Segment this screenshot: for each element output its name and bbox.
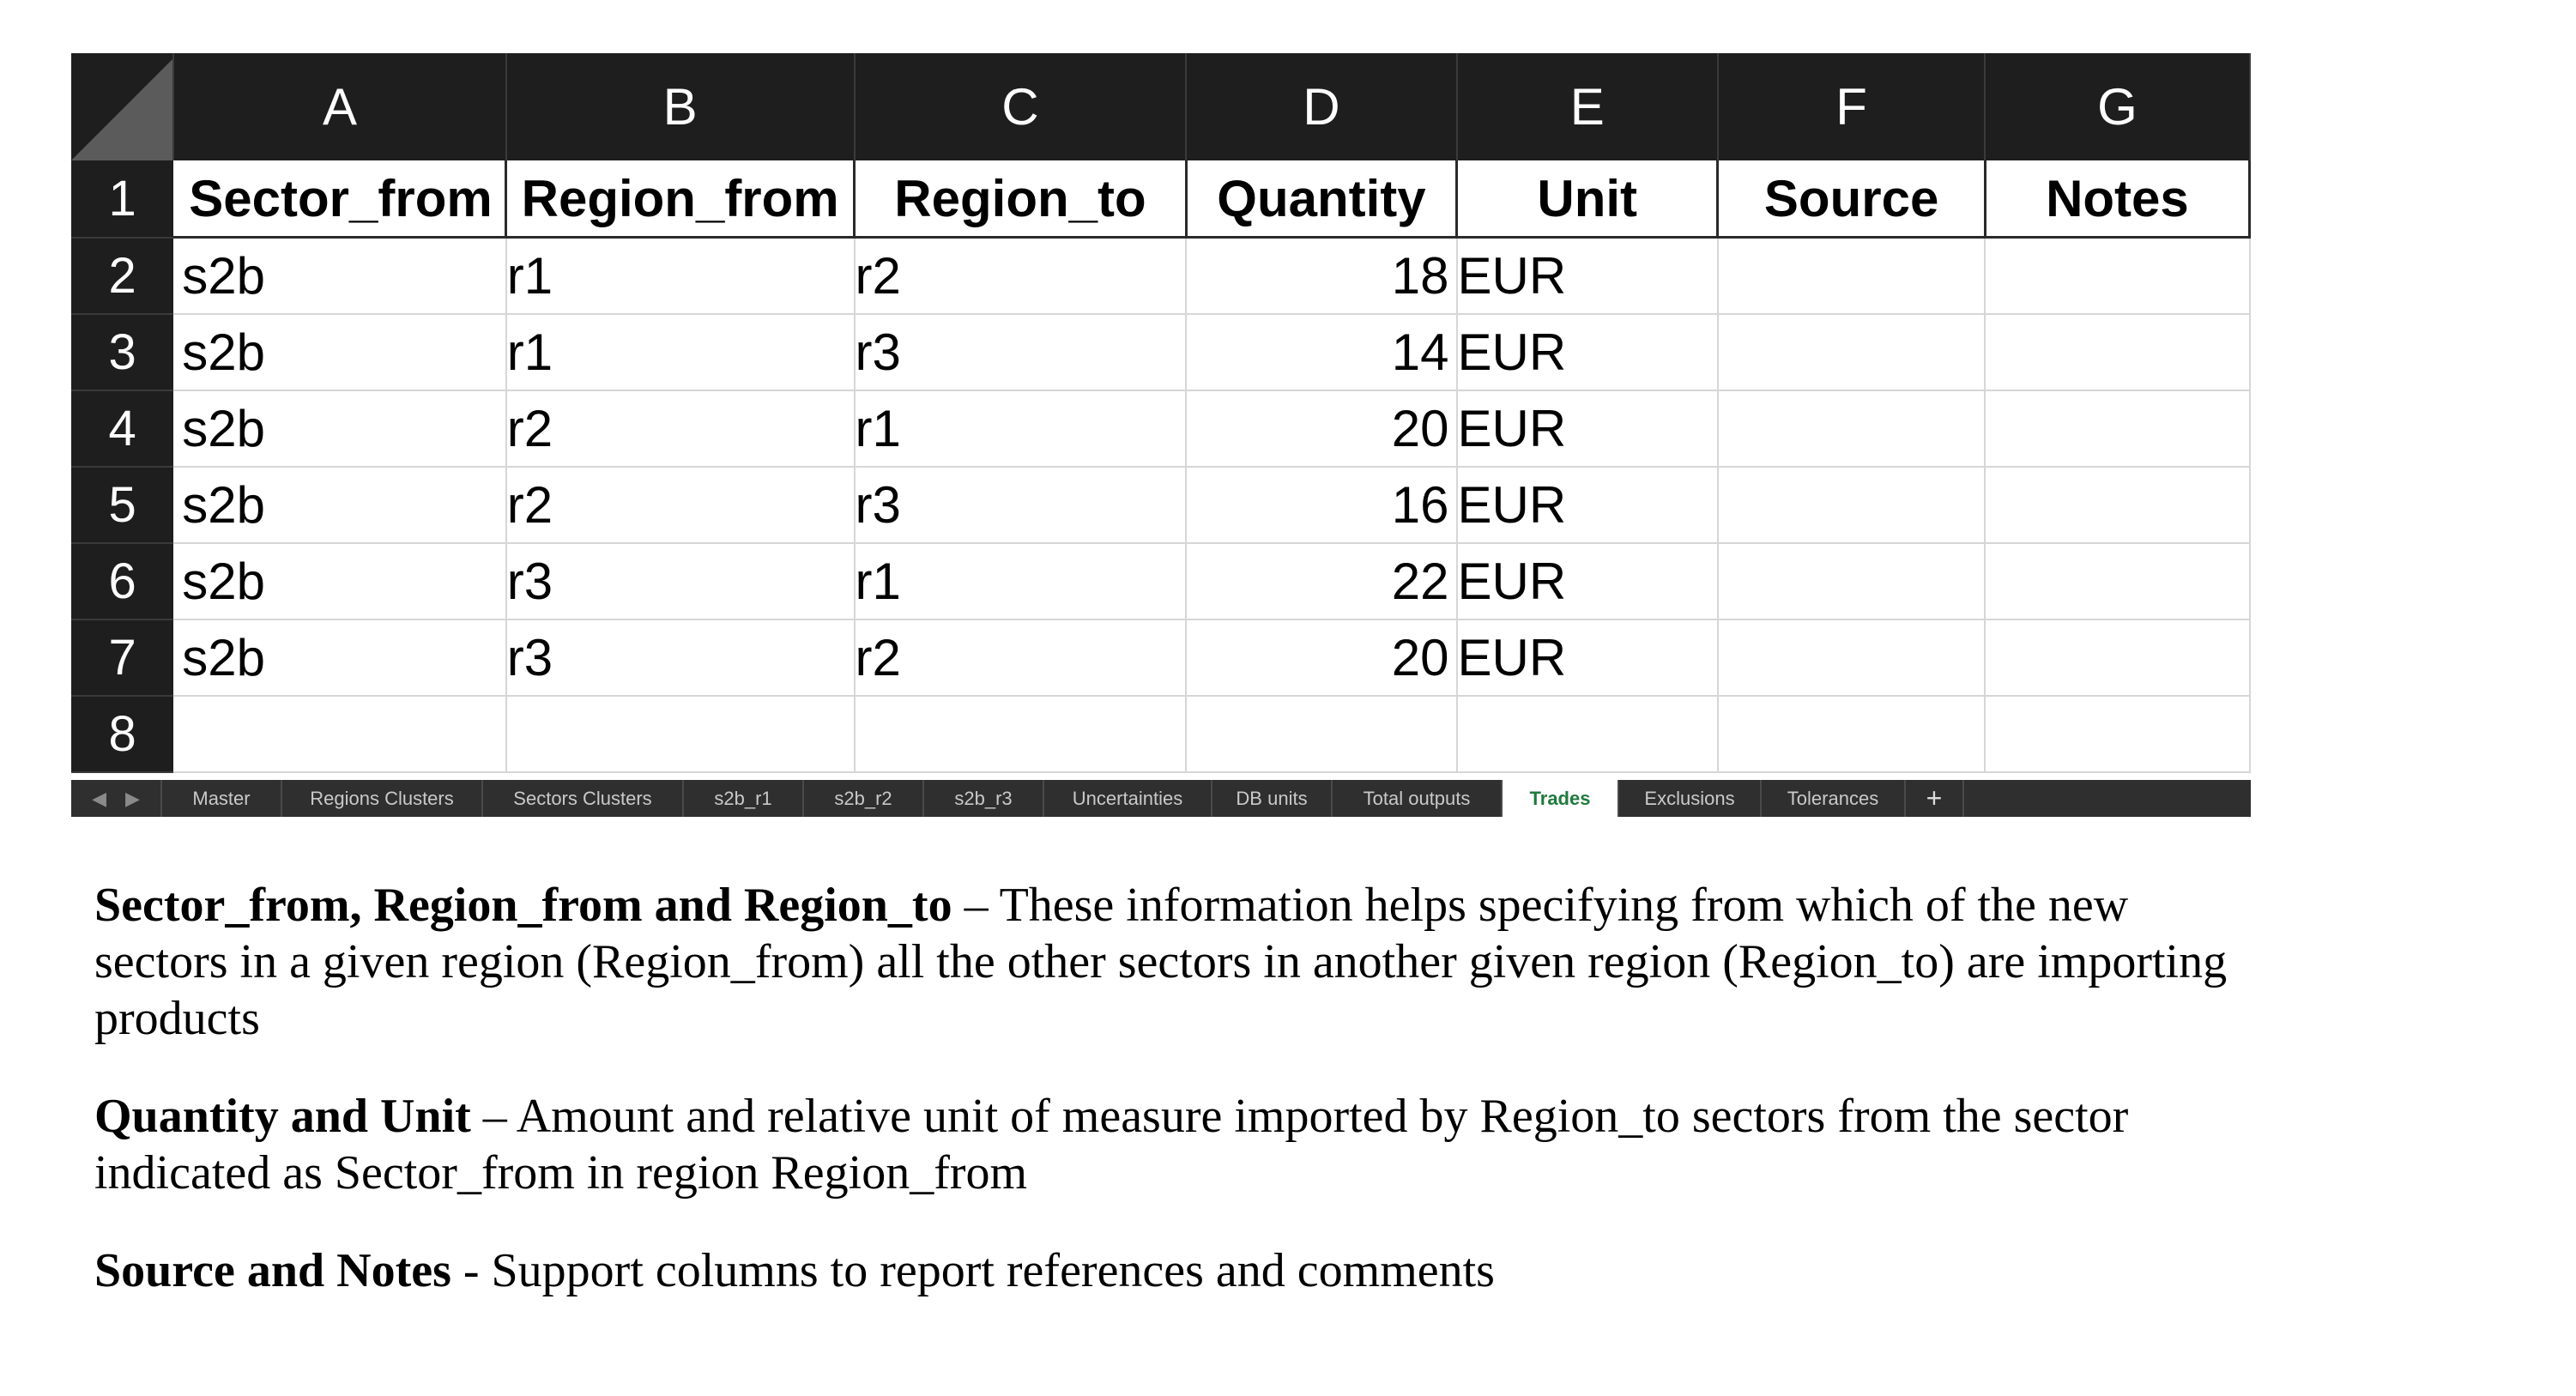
tab-scroll-right-icon[interactable]: ▶ bbox=[125, 787, 140, 809]
description-regions-text: – These information helps specifying from which of the new sectors in a given region (Region_from) all the other sectors in another given region (Region_to) are importing products bbox=[94, 879, 2228, 1045]
cell-c5[interactable]: r3 bbox=[855, 467, 1187, 543]
row-header-5[interactable]: 5 bbox=[71, 467, 173, 543]
cell-a6[interactable]: s2b bbox=[173, 543, 506, 619]
header-cell-quantity[interactable]: Quantity bbox=[1186, 160, 1456, 238]
cell-d4[interactable]: 20 bbox=[1186, 390, 1456, 467]
spreadsheet bbox=[71, 53, 2251, 817]
cell-a7[interactable]: s2b bbox=[173, 619, 506, 696]
cell-c2[interactable]: r2 bbox=[855, 238, 1187, 315]
tab-scroll-left-icon[interactable]: ◀ bbox=[92, 787, 106, 809]
cell-g5[interactable] bbox=[1985, 467, 2249, 543]
row-header-4[interactable]: 4 bbox=[71, 390, 173, 467]
description-quantity bbox=[94, 1088, 2257, 1201]
cell-d8[interactable] bbox=[1186, 696, 1456, 772]
description-source-title: Source and Notes bbox=[94, 1244, 451, 1297]
cell-a8[interactable] bbox=[173, 696, 506, 772]
cell-f3[interactable] bbox=[1718, 314, 1985, 390]
cell-b4[interactable]: r2 bbox=[506, 390, 855, 467]
row-header-7[interactable]: 7 bbox=[71, 619, 173, 696]
tab-trades[interactable]: Trades bbox=[1503, 780, 1619, 817]
column-header-b[interactable]: B bbox=[506, 53, 855, 160]
cell-e8[interactable] bbox=[1457, 696, 1718, 772]
cell-f8[interactable] bbox=[1718, 696, 1985, 772]
cell-g3[interactable] bbox=[1985, 314, 2249, 390]
column-header-d[interactable]: D bbox=[1186, 53, 1456, 160]
cell-f6[interactable] bbox=[1718, 543, 1985, 619]
cell-d3[interactable]: 14 bbox=[1186, 314, 1456, 390]
tab-s2b-r2[interactable]: s2b_r2 bbox=[804, 780, 924, 817]
cell-f4[interactable] bbox=[1718, 390, 1985, 467]
column-header-f[interactable]: F bbox=[1718, 53, 1985, 160]
tab-regions-clusters[interactable]: Regions Clusters bbox=[282, 780, 483, 817]
cell-c7[interactable]: r2 bbox=[855, 619, 1187, 696]
column-descriptions bbox=[94, 877, 2257, 1340]
description-regions-title: Sector_from, Region_from and Region_to bbox=[94, 879, 952, 932]
column-header-c[interactable]: C bbox=[855, 53, 1187, 160]
cell-b2[interactable]: r1 bbox=[506, 238, 855, 315]
header-cell-source[interactable]: Source bbox=[1718, 160, 1985, 238]
cell-a2[interactable]: s2b bbox=[173, 238, 506, 315]
cell-c6[interactable]: r1 bbox=[855, 543, 1187, 619]
tab-tolerances[interactable]: Tolerances bbox=[1762, 780, 1906, 817]
cell-f7[interactable] bbox=[1718, 619, 1985, 696]
cell-a5[interactable]: s2b bbox=[173, 467, 506, 543]
row-header-1[interactable]: 1 bbox=[71, 160, 173, 238]
cell-g2[interactable] bbox=[1985, 238, 2249, 315]
row-header-2[interactable]: 2 bbox=[71, 238, 173, 315]
row-header-3[interactable]: 3 bbox=[71, 314, 173, 390]
tab-exclusions[interactable]: Exclusions bbox=[1619, 780, 1762, 817]
cell-a3[interactable]: s2b bbox=[173, 314, 506, 390]
header-cell-sector-from[interactable]: Sector_from bbox=[173, 160, 506, 238]
cell-c4[interactable]: r1 bbox=[855, 390, 1187, 467]
cell-g4[interactable] bbox=[1985, 390, 2249, 467]
cell-e6[interactable]: EUR bbox=[1457, 543, 1718, 619]
cell-g6[interactable] bbox=[1985, 543, 2249, 619]
description-source bbox=[94, 1242, 2257, 1299]
row-header-8[interactable]: 8 bbox=[71, 696, 173, 772]
column-header-e[interactable]: E bbox=[1457, 53, 1718, 160]
cell-a4[interactable]: s2b bbox=[173, 390, 506, 467]
select-all-icon bbox=[71, 59, 172, 160]
cell-g7[interactable] bbox=[1985, 619, 2249, 696]
description-quantity-title: Quantity and Unit bbox=[94, 1090, 471, 1143]
tab-s2b-r3[interactable]: s2b_r3 bbox=[924, 780, 1044, 817]
description-quantity-text: – Amount and relative unit of measure imported by Region_to sectors from the sector indicated as Sector_from in region Region_from bbox=[94, 1090, 2129, 1200]
cell-d7[interactable]: 20 bbox=[1186, 619, 1456, 696]
sheet-tab-bar bbox=[71, 780, 2251, 817]
select-all-corner[interactable] bbox=[71, 53, 173, 160]
tab-master[interactable]: Master bbox=[162, 780, 282, 817]
cell-b8[interactable] bbox=[506, 696, 855, 772]
description-source-text: - Support columns to report references and comments bbox=[450, 1244, 1495, 1297]
cell-b3[interactable]: r1 bbox=[506, 314, 855, 390]
cell-f2[interactable] bbox=[1718, 238, 1985, 315]
cell-e4[interactable]: EUR bbox=[1457, 390, 1718, 467]
cell-f5[interactable] bbox=[1718, 467, 1985, 543]
cell-e5[interactable]: EUR bbox=[1457, 467, 1718, 543]
column-header-a[interactable]: A bbox=[173, 53, 506, 160]
cell-b5[interactable]: r2 bbox=[506, 467, 855, 543]
description-regions bbox=[94, 877, 2257, 1047]
cell-e7[interactable]: EUR bbox=[1457, 619, 1718, 696]
header-cell-unit[interactable]: Unit bbox=[1457, 160, 1718, 238]
cell-d2[interactable]: 18 bbox=[1186, 238, 1456, 315]
cell-d5[interactable]: 16 bbox=[1186, 467, 1456, 543]
cell-c3[interactable]: r3 bbox=[855, 314, 1187, 390]
tab-uncertainties[interactable]: Uncertainties bbox=[1044, 780, 1212, 817]
header-cell-notes[interactable]: Notes bbox=[1985, 160, 2249, 238]
tab-s2b-r1[interactable]: s2b_r1 bbox=[684, 780, 804, 817]
cell-b7[interactable]: r3 bbox=[506, 619, 855, 696]
column-header-g[interactable]: G bbox=[1985, 53, 2249, 160]
tab-scroll-arrows bbox=[71, 780, 162, 817]
sheet-grid bbox=[71, 53, 2251, 773]
cell-g8[interactable] bbox=[1985, 696, 2249, 772]
cell-e3[interactable]: EUR bbox=[1457, 314, 1718, 390]
cell-d6[interactable]: 22 bbox=[1186, 543, 1456, 619]
cell-b6[interactable]: r3 bbox=[506, 543, 855, 619]
cell-c8[interactable] bbox=[855, 696, 1187, 772]
header-cell-region-to[interactable]: Region_to bbox=[855, 160, 1187, 238]
cell-e2[interactable]: EUR bbox=[1457, 238, 1718, 315]
tab-db-units[interactable]: DB units bbox=[1212, 780, 1333, 817]
row-header-6[interactable]: 6 bbox=[71, 543, 173, 619]
add-sheet-button[interactable]: + bbox=[1906, 780, 1964, 817]
tab-sectors-clusters[interactable]: Sectors Clusters bbox=[483, 780, 684, 817]
header-cell-region-from[interactable]: Region_from bbox=[506, 160, 855, 238]
tab-total-outputs[interactable]: Total outputs bbox=[1333, 780, 1503, 817]
